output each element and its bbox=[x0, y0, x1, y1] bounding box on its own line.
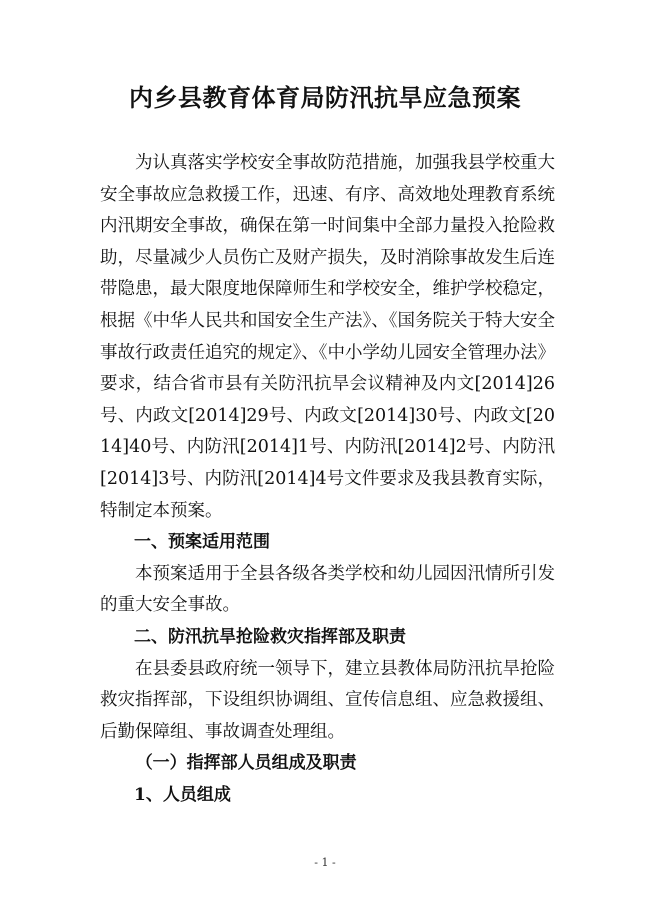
document-body bbox=[100, 148, 555, 811]
subsection-heading: （一）指挥部人员组成及职责 bbox=[135, 753, 357, 774]
document-title: 内乡县教育体育局防汛抗旱应急预案 bbox=[129, 84, 521, 112]
item-heading: 1、人员组成 bbox=[134, 784, 231, 805]
intro-paragraph: 为认真落实学校安全事故防范措施，加强我县学校重大安全事故应急救援工作，迅速、有序、高效地处理教育系统内汛期安全事故，确保在第一时间集中全部力量投入抢险救助，尽量减少人员伤亡及财产损失，及时消除事故发生后连带隐患，最大限度地保障师生和学校安全，维护学校稳定，根据《中华人民共和国安全生产法》、《国务院关于特大安全事故行政责任追究的规定》、《中小学幼儿园安全管理办法》要求，结合省市县有关防汛抗旱会议精神及内文[2014]26号、内政文[2014]29号、内政文[2014]30号、内政文[2014]40号、内防汛[2014]1号、内防汛[2014]2号、内防汛[2014]3号、内防汛[2014]4号文件要求及我县教育实际，特制定本预案。 bbox=[100, 153, 555, 521]
section1-heading: 一、预案适用范围 bbox=[134, 532, 270, 553]
section1-paragraph: 本预案适用于全县各级各类学校和幼儿园因汛情所引发的重大安全事故。 bbox=[100, 563, 555, 616]
section2-heading: 二、防汛抗旱抢险救灾指挥部及职责 bbox=[134, 626, 406, 647]
page-number: - 1 - bbox=[314, 856, 336, 869]
section2-paragraph: 在县委县政府统一领导下，建立县教体局防汛抗旱抢险救灾指挥部，下设组织协调组、宣传信息组、应急救援组、后勤保障组、事故调查处理组。 bbox=[100, 658, 555, 742]
